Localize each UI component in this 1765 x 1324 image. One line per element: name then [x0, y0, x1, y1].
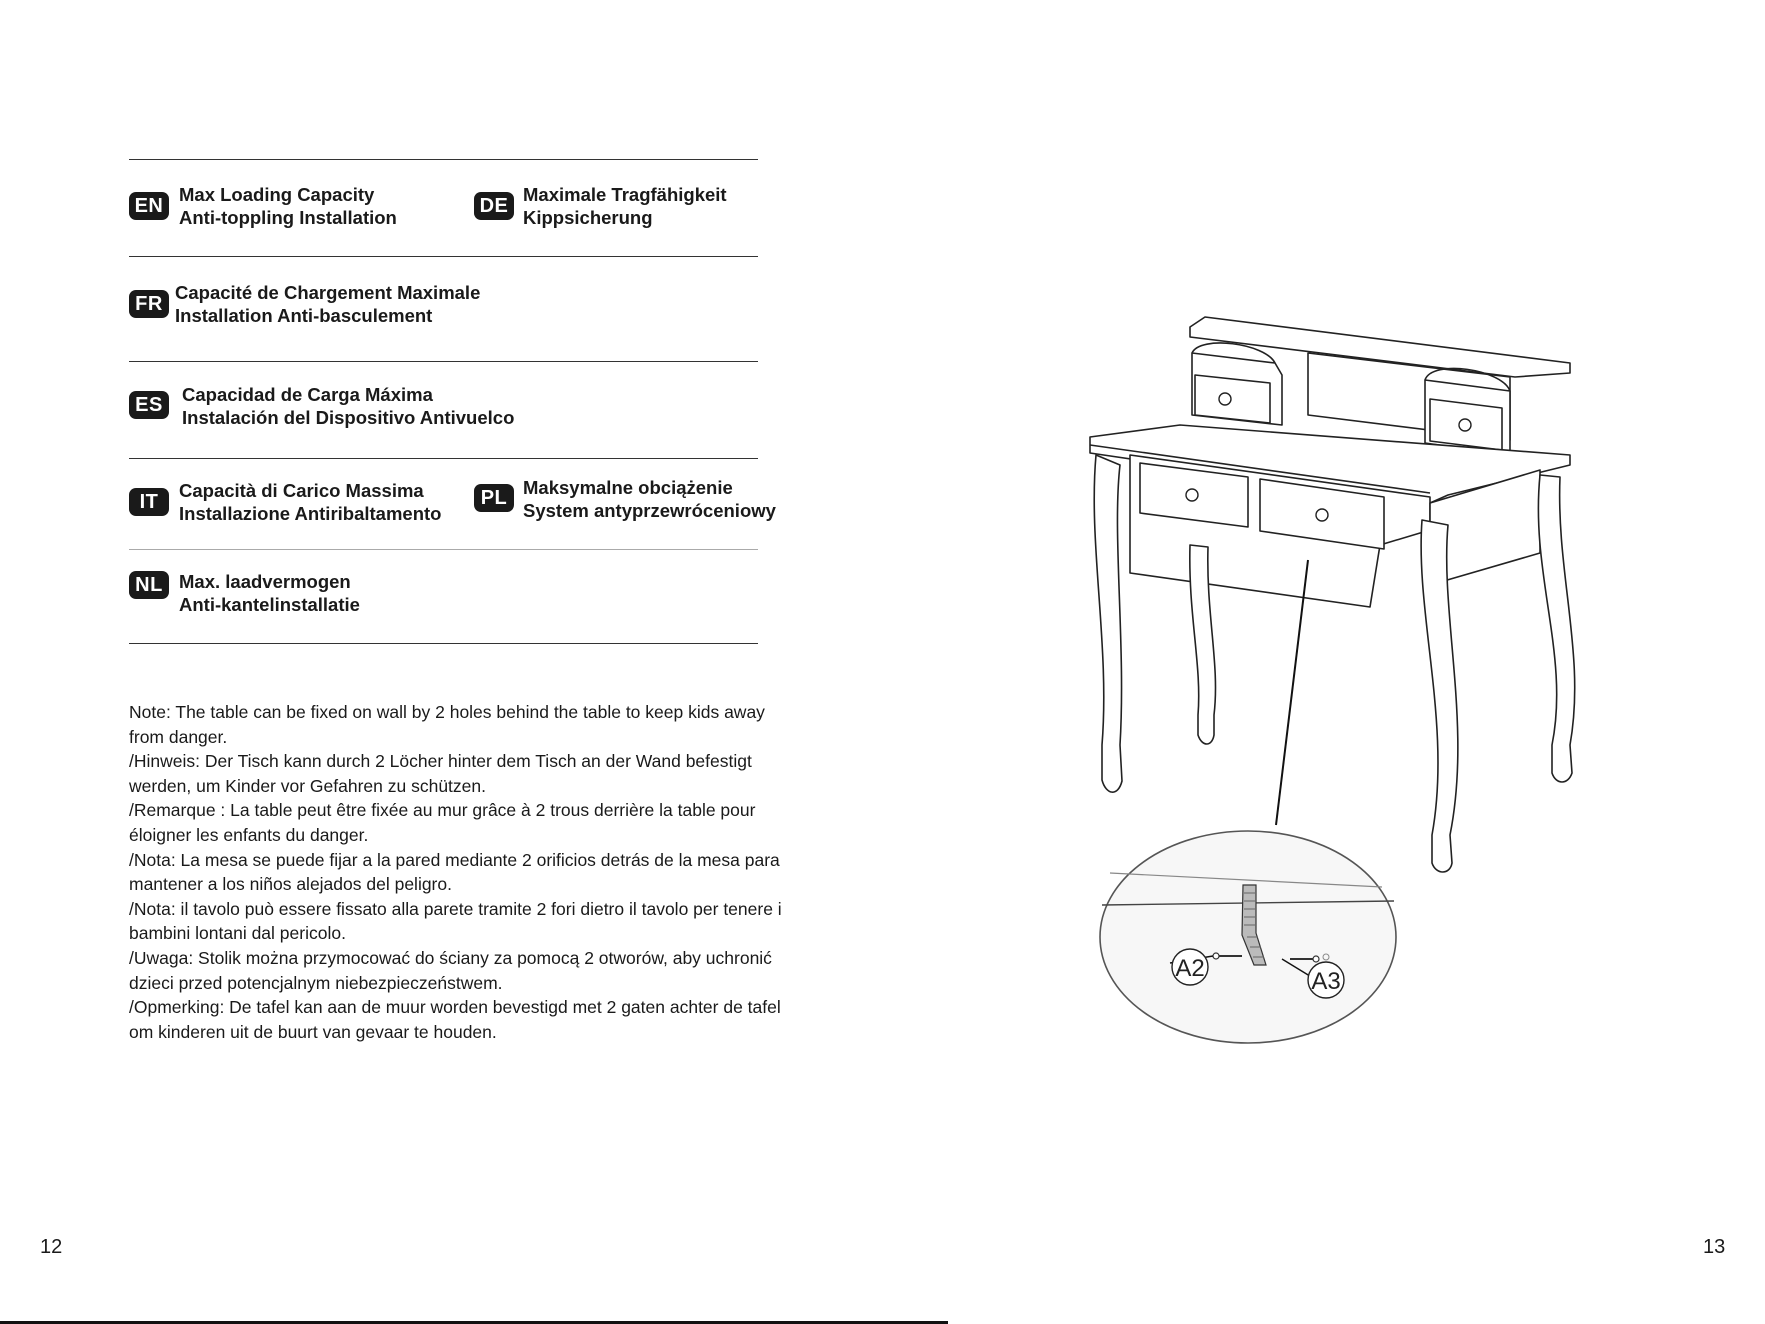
language-badge-pl: PL: [474, 484, 514, 512]
language-badge-fr: FR: [129, 290, 169, 318]
note-pl: /Uwaga: Stolik można przymocować do ściany za pomocą 2 otworów, aby uchronić dzieci przed potencjalnym niebezpieczeństwem.: [129, 947, 772, 993]
note-de: /Hinweis: Der Tisch kann durch 2 Löcher hinter dem Tisch an der Wand befestigt werden, um Kinder vor Gefahren zu schützen.: [129, 751, 752, 796]
heading-en-line2: Anti-toppling Installation: [179, 207, 397, 228]
heading-it-line2: Installazione Antiribaltamento: [179, 503, 442, 524]
language-badge-es: ES: [129, 391, 169, 419]
desk-anti-tip-illustration: [1070, 315, 1590, 1055]
language-badge-en: EN: [129, 192, 169, 220]
note-fr: /Remarque : La table peut être fixée au mur grâce à 2 trous derrière la table pour éloigner les enfants du danger.: [129, 800, 756, 845]
language-badge-it: IT: [129, 488, 169, 516]
heading-pl: [523, 476, 776, 522]
note-es: /Nota: La mesa se puede fijar a la pared mediante 2 orificios detrás de la mesa para mantener a los niños alejados del peligro.: [129, 849, 780, 895]
heading-it-line1: Capacità di Carico Massima: [179, 480, 424, 501]
heading-pl-line2: System antyprzewróceniowy: [523, 500, 776, 521]
heading-de-line1: Maximale Tragfähigkeit: [523, 184, 727, 205]
heading-fr: [175, 281, 480, 327]
page-number-left: 12: [40, 1236, 63, 1258]
heading-nl-line1: Max. laadvermogen: [179, 571, 351, 592]
section-divider: [129, 549, 758, 550]
heading-it: [179, 479, 441, 525]
heading-es-line1: Capacidad de Carga Máxima: [182, 384, 433, 405]
language-badge-de: DE: [474, 192, 514, 220]
section-divider: [129, 643, 758, 644]
page-number-right: 13: [1703, 1236, 1726, 1258]
heading-nl-line2: Anti-kantelinstallatie: [179, 594, 360, 615]
heading-en-line1: Max Loading Capacity: [179, 184, 375, 205]
heading-fr-line1: Capacité de Chargement Maximale: [175, 282, 481, 303]
heading-es: [182, 383, 514, 429]
note-nl: /Opmerking: De tafel kan aan de muur worden bevestigd met 2 gaten achter de tafel om kinderen uit de buurt van gevaar te houden.: [129, 997, 781, 1042]
section-divider: [129, 256, 758, 257]
note-en: Note: The table can be fixed on wall by 2 holes behind the table to keep kids away from danger.: [129, 702, 765, 747]
language-badge-nl: NL: [129, 571, 169, 599]
heading-nl: [179, 570, 360, 616]
section-divider: [129, 159, 758, 160]
section-divider: [129, 361, 758, 362]
heading-de: [523, 183, 727, 229]
note-it: /Nota: il tavolo può essere fissato alla parete tramite 2 fori dietro il tavolo per tenere i bambini lontani dal pericolo.: [129, 898, 782, 944]
heading-de-line2: Kippsicherung: [523, 207, 653, 228]
anti-tip-notes: [129, 700, 789, 1044]
callout-a2-label: A2: [1175, 955, 1205, 982]
section-divider: [129, 458, 758, 459]
callout-a3-label: A3: [1311, 968, 1341, 995]
heading-pl-line1: Maksymalne obciążenie: [523, 477, 733, 498]
heading-es-line2: Instalación del Dispositivo Antivuelco: [182, 407, 515, 428]
heading-en: [179, 183, 397, 229]
heading-fr-line2: Installation Anti-basculement: [175, 305, 433, 326]
